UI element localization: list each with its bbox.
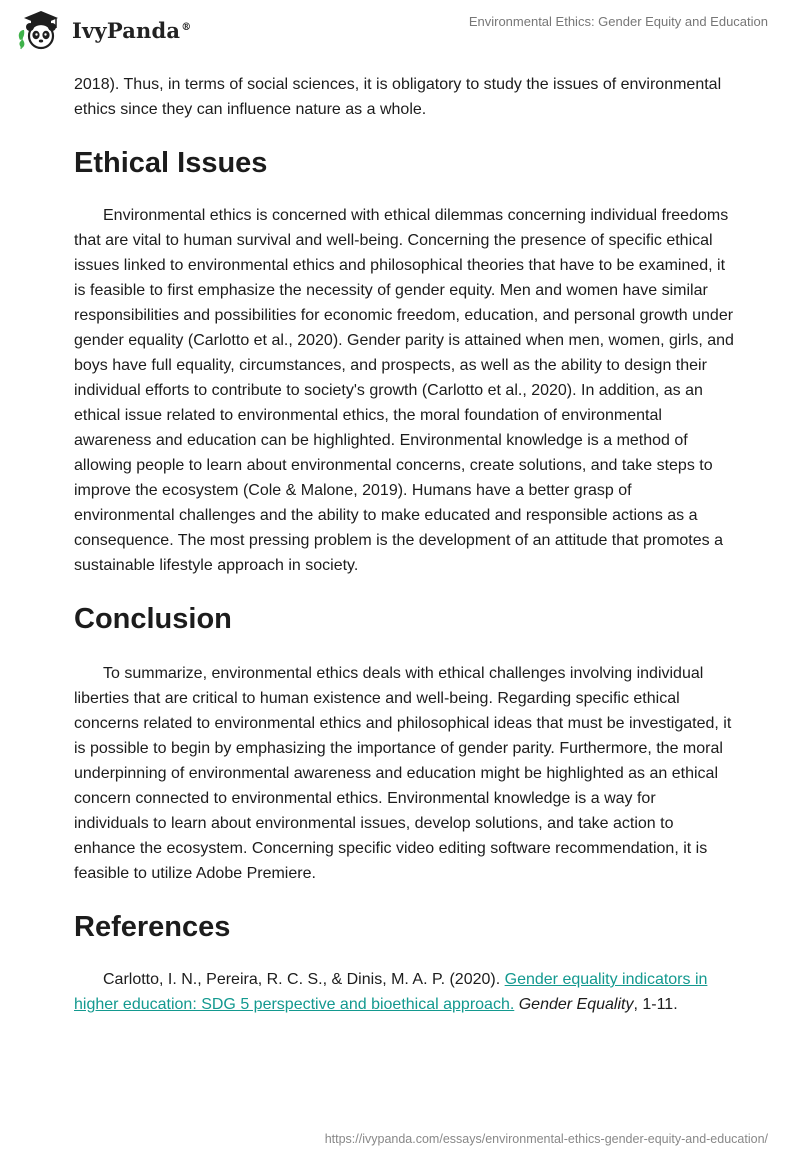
essay-content xyxy=(74,72,734,1017)
conclusion-paragraph: To summarize, environmental ethics deals with ethical challenges involving individual liberties that are critical to human existence and well-being. Regarding specific ethical concerns related to environmental ethics and philosophical ideas that must be investigated, it is possible to begin by emphasizing the importance of gender parity. Furthermore, the moral underpinning of environmental awareness and education might be highlighted as an ethical concern connected to environmental ethics. Environmental knowledge is a way for individuals to learn about environmental issues, develop solutions, and take action to enhance the ecosystem. Concerning specific video editing software recommendation, it is feasible to utilize Adobe Premiere. xyxy=(74,665,732,882)
reference-journal: Gender Equality xyxy=(518,996,634,1013)
reference-entry xyxy=(74,967,734,1017)
references-heading: References xyxy=(74,911,231,943)
reference-title-link[interactable]: Gender equality indicators in higher education: SDG 5 perspective and bioethical approach. xyxy=(74,971,708,1013)
reference-pages: , 1-11. xyxy=(633,996,678,1013)
brand-name: IvyPanda xyxy=(72,17,181,43)
page-header xyxy=(0,0,800,60)
source-url: https://ivypanda.com/essays/environmental-ethics-gender-equity-and-education/ xyxy=(324,1132,768,1146)
registered-mark: ® xyxy=(181,21,192,33)
document-title: Environmental Ethics: Gender Equity and Education xyxy=(468,14,768,29)
ethical-issues-paragraph: Environmental ethics is concerned with ethical dilemmas concerning individual freedoms that are vital to human survival and well-being. Concerning the presence of specific ethical issues linked to environmental ethics and philosophical theories that have to be examined, it is feasible to first emphasize the necessity of gender equity. Men and women have similar responsibilities and possibilities for economic freedom, education, and personal growth under gender equality (Carlotto et al., 2020). Gender parity is attained when men, women, girls, and boys have full equality, circumstances, and prospects, as well as the ability to design their individual efforts to contribute to society's growth (Carlotto et al., 2020). In addition, as an ethical issue related to environmental ethics, the moral foundation of environmental awareness and education can be highlighted. Environmental knowledge is a method of allowing people to learn about environmental concerns, create solutions, and take steps to improve the ecosystem (Cole & Malone, 2019). Humans have a better grasp of environmental challenges and the ability to make educated and responsible actions as a consequence. The most pressing problem is the development of an attitude that promotes a sustainable lifestyle approach in society. xyxy=(74,207,734,574)
conclusion-heading: Conclusion xyxy=(74,603,232,635)
panda-graduate-icon xyxy=(14,8,68,52)
ethical-issues-heading: Ethical Issues xyxy=(74,147,268,179)
ivypanda-logo[interactable] xyxy=(14,8,191,52)
reference-authors: Carlotto, I. N., Pereira, R. C. S., & Dinis, M. A. P. (2020). xyxy=(103,971,501,988)
intro-continuation-paragraph: 2018). Thus, in terms of social sciences, it is obligatory to study the issues of environmental ethics since they can influence nature as a whole. xyxy=(74,76,722,118)
